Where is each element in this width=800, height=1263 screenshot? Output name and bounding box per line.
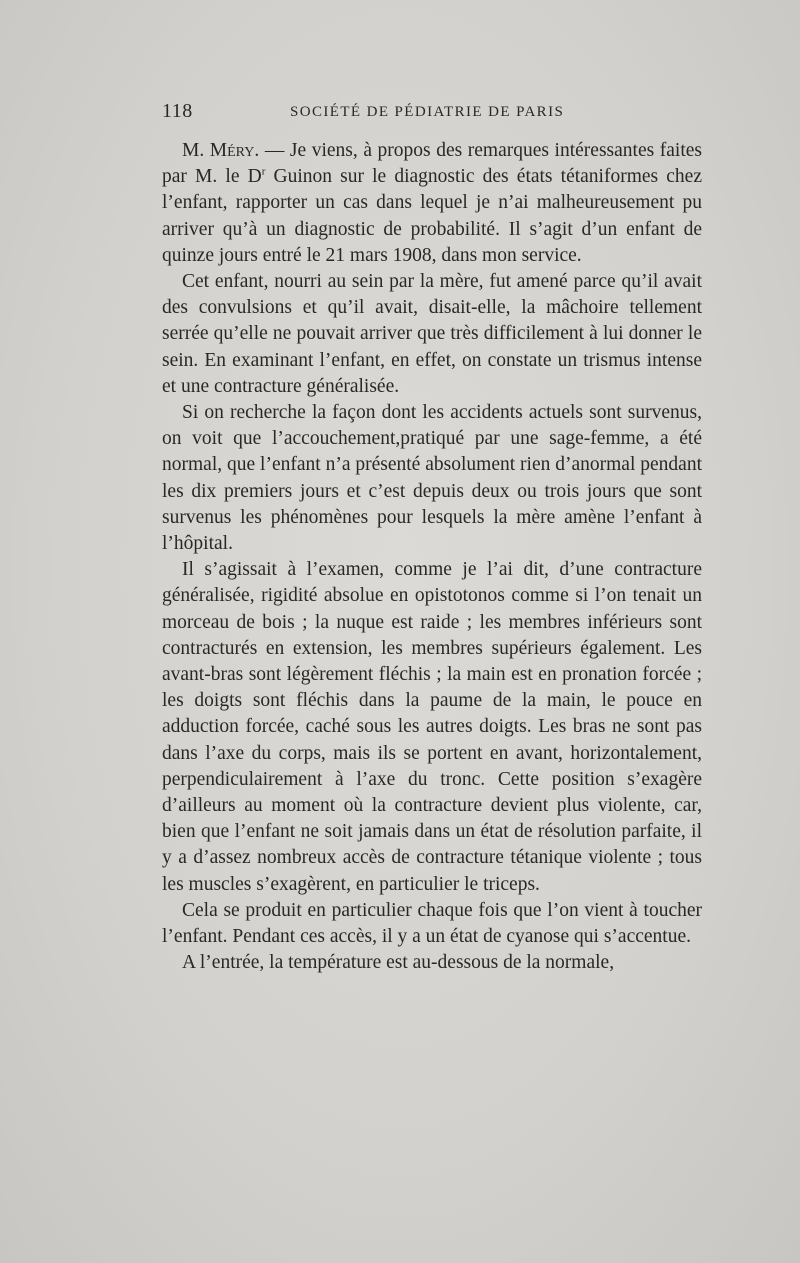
body-text [162, 138, 702, 977]
paragraph-1-text-a: . — Je viens, à propos des remarques intéressantes faites par M. le D [162, 140, 702, 188]
paragraph-6: A l’entrée, la température est au-dessous de la normale, [182, 952, 615, 974]
doctor-superscript: r [261, 165, 266, 178]
paragraph-5: Cela se produit en particulier chaque fois que l’on vient à toucher l’enfant. Pendant ces accès, il y a un état de cyanose qui s’accentue. [162, 899, 702, 948]
paragraph-3: Si on recherche la façon dont les accidents actuels sont survenus, on voit que l’accouchement,pratiqué par une sage-femme, a été normal, que l’enfant n’a présenté absolument rien d’anormal pendant les dix premiers jours et c’est depuis deux ou trois jours que sont survenus les phénomènes pour lesquels la mère amène l’enfant à l’hôpital. [162, 402, 702, 555]
speaker-initial: M. [182, 140, 210, 161]
paragraph-1-text-b: Guinon sur le diagnostic des états tétaniformes chez l’enfant, rapporter un cas dans lequel je n’ai malheureusement pu arriver qu’à un diagnostic de probabilité. Il s’agit d’un enfant de quinze jours entré le 21 mars 1908, dans mon service. [162, 166, 702, 266]
paragraph-1 [162, 138, 702, 269]
paragraph-2: Cet enfant, nourri au sein par la mère, fut amené parce qu’il avait des convulsions et qu’il avait, disait-elle, la mâchoire tellement serrée qu’elle ne pouvait arriver que très difficilement à lui donner le sein. En examinant l’enfant, en effet, on constate un trismus intense et une contracture généralisée. [162, 271, 702, 397]
page-number: 118 [162, 100, 193, 122]
speaker-name: Méry [209, 140, 255, 161]
paragraph-4: Il s’agissait à l’examen, comme je l’ai dit, d’une contracture généralisée, rigidité absolue en opistotonos comme si l’on tenait un morceau de bois ; la nuque est raide ; les membres inférieurs sont contracturés en extension, les membres supérieurs également. Les avant-bras sont légèrement fléchis ; la main est en pronation forcée ; les doigts sont fléchis dans la paume de la main, le pouce en adduction forcée, caché sous les autres doigts. Les bras ne sont pas dans l’axe du corps, mais ils se portent en avant, horizontalement, perpendiculairement à l’axe du tronc. Cette position s’exagère d’ailleurs au moment où la contracture devient plus violente, car, bien que l’enfant ne soit jamais dans un état de résolution parfaite, il y a d’assez nombreux accès de contracture tétanique violente ; tous les muscles s’exagèrent, en particulier le triceps. [162, 559, 702, 895]
running-head [162, 100, 702, 126]
running-title: SOCIÉTÉ DE PÉDIATRIE DE PARIS [290, 104, 565, 120]
